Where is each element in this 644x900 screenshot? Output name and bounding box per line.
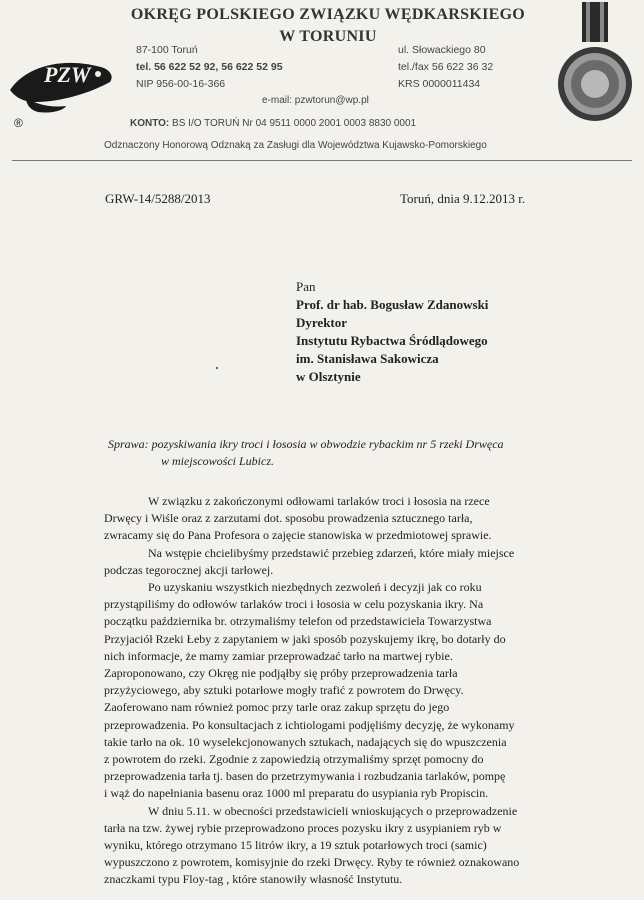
- letterhead: [0, 0, 644, 170]
- fish-logo-icon: [6, 38, 116, 118]
- addressee-city: w Olsztynie: [296, 369, 361, 384]
- body-line: zwracamy się do Pana Profesora o zajęcie stanowiska w przedmiotowej sprawie.: [104, 528, 492, 543]
- body-line: podczas tegorocznej akcji tarłowej.: [104, 562, 274, 577]
- letter-body: [104, 493, 626, 889]
- body-line: wyniku, którego otrzymano 15 litrów ikry, a 19 sztuk potarłowych troci (samic): [104, 838, 487, 853]
- address-street: ul. Słowackiego 80: [398, 44, 486, 56]
- bank-account-label: KONTO:: [130, 118, 170, 129]
- org-name-line2: W TORUNIU: [279, 28, 377, 45]
- body-line: Zaproponowano, czy Okręg nie podjąłby się próby przeprowadzenia tarła: [104, 666, 458, 681]
- body-line: i wąż do napełniania basenu oraz 1000 ml preparatu do usypiania ryb Propiscin.: [104, 786, 489, 801]
- subject-label: Sprawa:: [108, 437, 149, 451]
- body-line: tarła na tzw. żywej rybie przeprowadzono proces pozysku ikry z usypianiem ryb w: [104, 820, 502, 835]
- contact-left: [136, 42, 283, 93]
- addressee-name: Prof. dr hab. Bogusław Zdanowski: [296, 297, 489, 312]
- addressee-institute: Instytutu Rybactwa Śródlądowego: [296, 333, 488, 348]
- body-line: początku października br. otrzymaliśmy telefon od przedstawiciela Towarzystwa: [104, 614, 492, 629]
- reference-number: GRW-14/5288/2013: [105, 191, 211, 206]
- body-line: nich informacje, że mamy zamiar przeprowadzać tarło na martwej rybie.: [104, 648, 453, 663]
- email-address: e-mail: pzwtorun@wp.pl: [262, 95, 369, 106]
- body-line: Po uzyskaniu wszystkich niezbędnych zezwoleń i decyzji jak co roku: [148, 580, 482, 595]
- body-line: znaczkami typu Floy-tag , które stanowiły własność Instytutu.: [104, 872, 403, 887]
- phone-numbers: tel. 56 622 52 92, 56 622 52 95: [136, 61, 283, 73]
- body-line: Zaoferowano nam również pomoc przy tarle oraz zakup sprzętu do jego: [104, 700, 450, 715]
- addressee-block: [296, 278, 488, 386]
- stray-dot: [216, 367, 218, 369]
- addressee-title: Dyrektor: [296, 315, 348, 330]
- body-line: Przyjaciół Rzeki Łeby z zapytaniem w jaki sposób pozyskujemy ikrę, bo dotarły do: [104, 631, 506, 646]
- bank-account-value: BS I/O TORUŃ Nr 04 9511 0000 2001 0003 8830 0001: [172, 118, 417, 129]
- fax-number: tel./fax 56 622 36 32: [398, 61, 494, 73]
- registered-mark: ®: [14, 116, 23, 130]
- letter-date: Toruń, dnia 9.12.2013 r.: [400, 191, 526, 206]
- nip-number: NIP 956-00-16-366: [136, 78, 226, 90]
- body-line: przeprowadzenia. Po konsultacjach z ichtiologami podjęliśmy decyzję, że wykonamy: [104, 717, 515, 732]
- honor-text: Odznaczony Honorową Odznaką za Zasługi dla Województwa Kujawsko-Pomorskiego: [104, 140, 487, 151]
- body-line: Na wstępie chcielibyśmy przedstawić przebieg zdarzeń, które miały miejsce: [148, 545, 515, 560]
- body-line: przyżyciowego, aby sztuki potarłowe mogły trafić z powrotem do Drwęcy.: [104, 683, 464, 698]
- contact-right: [398, 42, 493, 93]
- body-line: przystąpiliśmy do odłowów tarlaków troci i łososia w celu pozyskania ikry. Na: [104, 597, 484, 612]
- medal-icon: [556, 2, 634, 126]
- salutation: Pan: [296, 279, 316, 294]
- body-line: przeprowadzenia tarła tj. basen do przetrzymywania i rozbudzania tarlaków, pompę: [104, 769, 506, 784]
- body-line: Drwęcy i Wiśle oraz z zarzutami dot. sposobu prowadzenia sztucznego tarła,: [104, 511, 473, 526]
- address-city: 87-100 Toruń: [136, 44, 198, 56]
- krs-number: KRS 0000011434: [398, 78, 481, 90]
- addressee-patron: im. Stanisława Sakowicza: [296, 351, 439, 366]
- body-line: takie tarło na ok. 10 wyselekcjonowanych sztukach, nadających się do wpuszczenia: [104, 734, 507, 749]
- org-name-line1: OKRĘG POLSKIEGO ZWIĄZKU WĘDKARSKIEGO: [130, 6, 526, 23]
- body-line: W dniu 5.11. w obecności przedstawicieli wnioskujących o przeprowadzenie: [148, 803, 518, 818]
- body-line: z powrotem do rzeki. Zgodnie z zapowiedzią otrzymaliśmy sprzęt pomocny do: [104, 752, 484, 767]
- subject-text-2: w miejscowości Lubicz.: [161, 454, 274, 468]
- subject-line-1: [108, 436, 608, 453]
- letterhead-divider: [12, 160, 632, 161]
- bank-account: [130, 118, 416, 129]
- body-line: wypuszczono z powrotem, komisyjnie do rzeki Drwęcy. Ryby te również oznakowano: [104, 855, 520, 870]
- subject-block: [108, 436, 608, 470]
- logo-text: PZW: [44, 62, 91, 87]
- subject-text-1: pozyskiwania ikry troci i łososia w obwodzie rybackim nr 5 rzeki Drwęca: [151, 437, 504, 451]
- body-line: W związku z zakończonymi odłowami tarlaków troci i łososia na rzece: [148, 494, 490, 508]
